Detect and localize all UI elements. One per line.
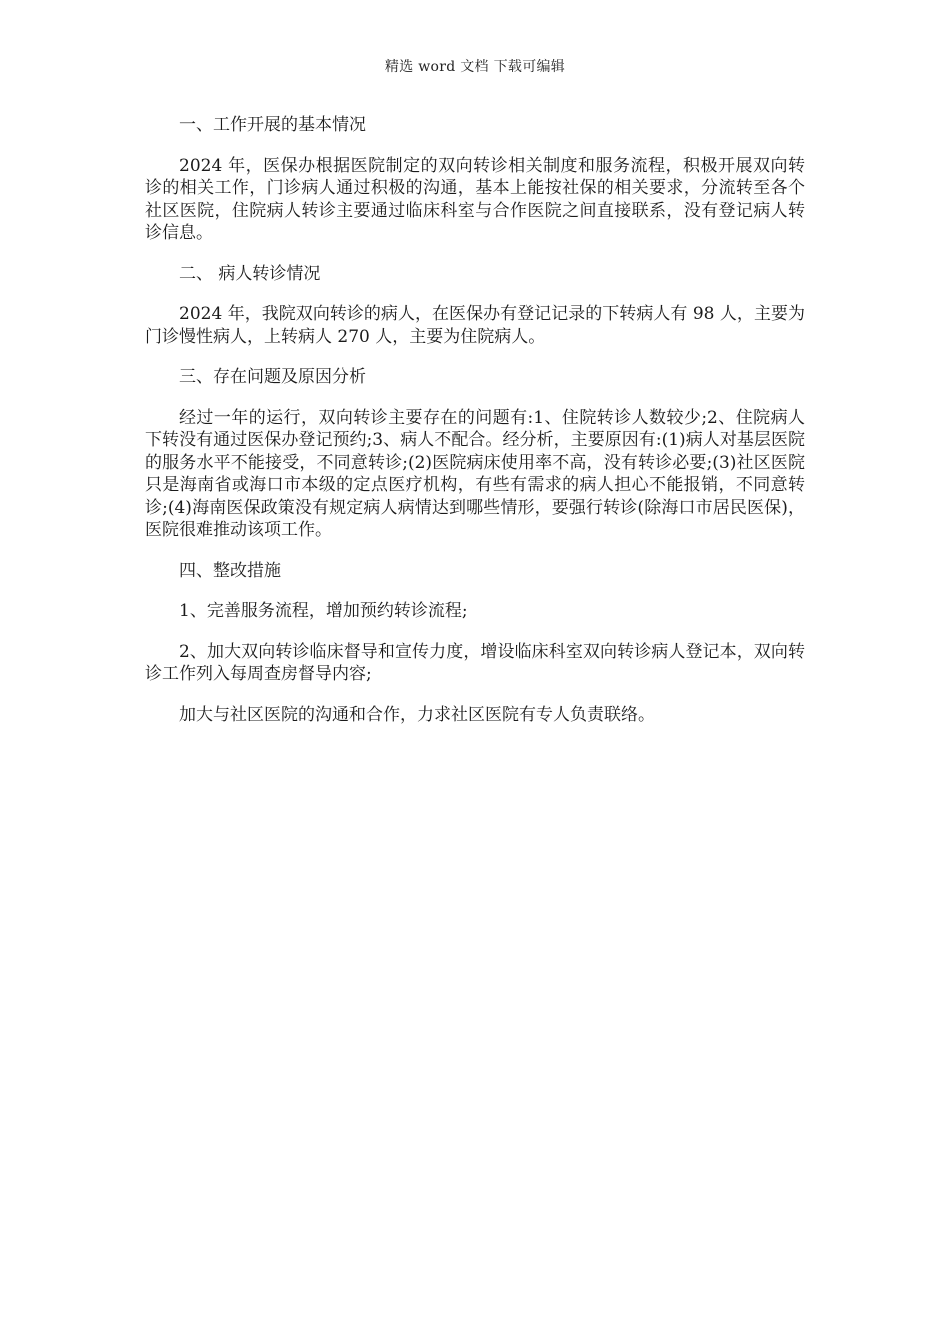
measure-item-1: 1、完善服务流程，增加预约转诊流程; xyxy=(179,601,468,621)
section-heading-2: 二、 病人转诊情况 xyxy=(179,263,321,284)
section-paragraph-3: 经过一年的运行，双向转诊主要存在的问题有:1、住院转诊人数较少;2、住院病人下转没有通过医保办登记预约;3、病人不配合。经分析，主要原因有:(1)病人对基层医院的服务水平不能接受，不同意转诊;(2)医院病床使用率不高，没有转诊必要;(3)社区医院只是海南省或海口市本级的定点医疗机构，有些有需求的病人担心不能报销，不同意转诊;(4)海南医保政策没有规定病人病情达到哪些情形，要强行转诊(除海口市居民医保)，医院很难推动该项工作。 xyxy=(145,407,805,540)
section-paragraph-1: 2024 年，医保办根据医院制定的双向转诊相关制度和服务流程，积极开展双向转诊的相关工作，门诊病人通过积极的沟通，基本上能按社保的相关要求，分流转至各个社区医院，住院病人转诊主要通过临床科室与合作医院之间直接联系，没有登记病人转诊信息。 xyxy=(145,155,805,243)
section-heading-3: 三、存在问题及原因分析 xyxy=(179,367,366,387)
measure-item-3: 加大与社区医院的沟通和合作，力求社区医院有专人负责联络。 xyxy=(179,704,655,725)
measure-item-2: 2、加大双向转诊临床督导和宣传力度，增设临床科室双向转诊病人登记本，双向转诊工作列入每周查房督导内容; xyxy=(145,641,805,684)
page-header: 精选 word 文档 下载可编辑 xyxy=(384,59,566,75)
section-paragraph-2: 2024 年，我院双向转诊的病人，在医保办有登记记录的下转病人有 98 人，主要为门诊慢性病人，上转病人 270 人，主要为住院病人。 xyxy=(145,304,805,347)
document-body xyxy=(145,114,805,744)
section-heading-1: 一、工作开展的基本情况 xyxy=(179,115,366,135)
section-heading-4: 四、整改措施 xyxy=(179,560,281,581)
